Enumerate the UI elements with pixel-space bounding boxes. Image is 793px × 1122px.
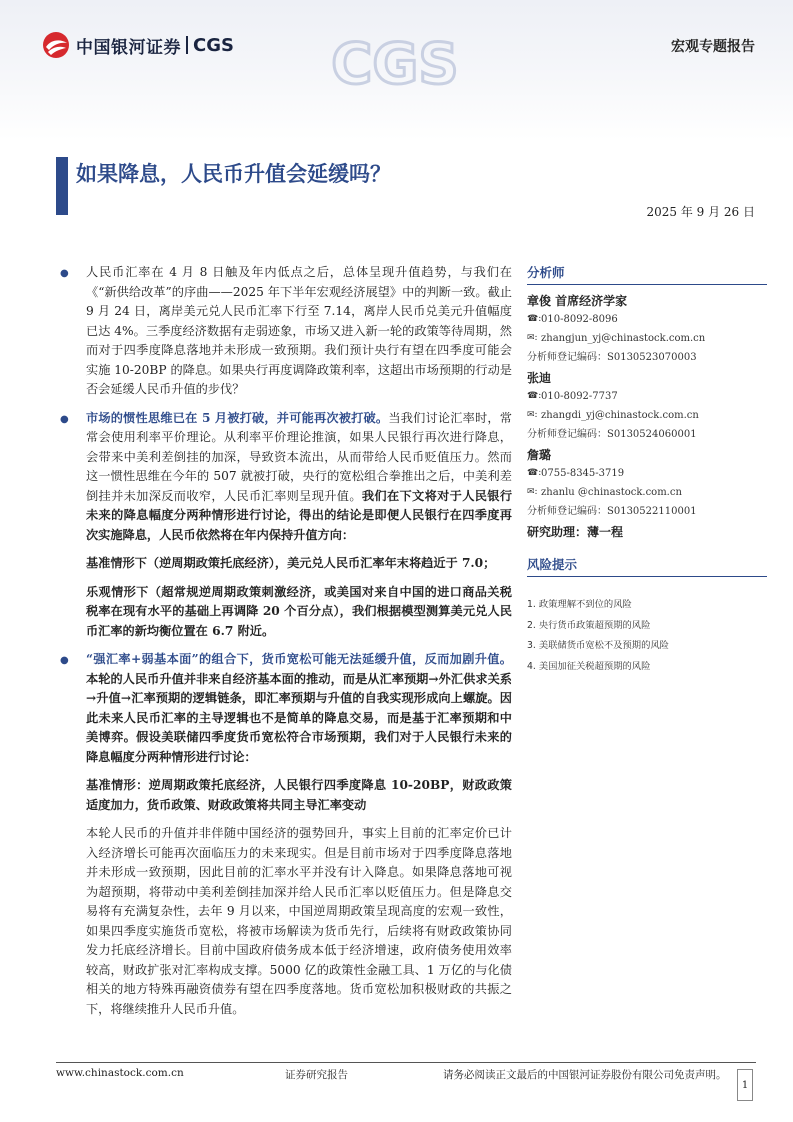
analyst-email[interactable]: ✉: zhangjun_yj@chinastock.com.cn — [527, 329, 767, 348]
footer-website[interactable]: www.chinastock.com.cn — [56, 1067, 184, 1079]
page-number: 1 — [737, 1069, 753, 1101]
analyst-section-title: 分析师 — [527, 263, 767, 285]
risk-section-title: 风险提示 — [527, 555, 767, 577]
risk-item: 1. 政策理解不到位的风险 — [527, 599, 632, 610]
analyst-reg: 分析师登记编码：S0130524060001 — [527, 429, 697, 440]
report-date: 2025 年 9 月 26 日 — [646, 205, 755, 219]
svg-text:CGS: CGS — [331, 32, 459, 97]
analyst-phone: ☎: 010-8092-7737 — [527, 387, 767, 406]
logo-separator — [186, 36, 188, 54]
risk-item: 4. 美国加征关税超预期的风险 — [527, 660, 651, 672]
analyst-reg: 分析师登记编码：S0130523070003 — [527, 352, 697, 363]
paragraph-2-heading: 市场的惯性思维已在 5 月被打破，并可能再次被打破。 — [86, 410, 389, 425]
risk-item: 3. 美联储货币宽松不及预期的风险 — [527, 640, 669, 651]
footer-disclaimer: 请务必阅读正文最后的中国银河证券股份有限公司免责声明。 — [443, 1069, 727, 1081]
bullet-icon: ● — [60, 413, 69, 425]
paragraph-4: 本轮人民币的升值并非伴随中国经济的强势回升，事实上目前的汇率定价已计入经济增长可能再次面临压力的未来现实。但是目前市场对于四季度降息落地并未形成一致预期，因此目前的汇率水平并没有计入降息。如果降息落地可视为超预期，将带动中美利差倒挂加深并给人民币汇率以贬值压力。但是降息交易将有充满复杂性，去年 9 月以来，中国逆周期政策呈现高度的宏观一致性，如果四季度实施货币宽松，将被市场解读为货币先行，后续将有财政政策协同发力托底经济增长。目前中国政府债务成本低于经济增速，政府债务使用效率较高，财政扩张对汇率构成支撑。5000 亿的政策性金融工具、1 万亿的与化债相关的地方特殊再融资债券有望在四季度落地。货币宽松加积极财政的共振之下，将继续推升人民币升值。 — [86, 826, 512, 1016]
email-icon: ✉: — [527, 487, 538, 497]
bullet-icon: ● — [60, 655, 69, 666]
paragraph-3: ● “强汇率+弱基本面”的组合下，货币宽松可能无法延缓升值，反而加剧升值。本轮的人民币升值并非来自经济基本面的推动，而是从汇率预期→外汇供求关系→升值→汇率预期的逻辑链条，即汇率预期与升值的自我实现形成向上螺旋。因此未来人民币汇率的主导逻辑也不是简单的降息交易，而是基于汇率预期和中美博弈。假设美联储四季度货币宽松符合市场预期，我们对于人民银行未来的降息幅度分两种情形进行讨论： — [60, 652, 512, 764]
risk-item: 2. 央行货币政策超预期的风险 — [527, 619, 651, 631]
main-content — [56, 263, 512, 1019]
analyst-phone: ☎: 010-8092-8096 — [527, 310, 767, 329]
analyst-reg: 分析师登记编码：S0130522110001 — [527, 506, 697, 517]
baseline-scenario: 基准情形下（逆周期政策托底经济），美元兑人民币汇率年末将趋近于 7.0； — [86, 556, 496, 570]
footer-divider — [56, 1062, 756, 1063]
analyst-email[interactable]: ✉: zhanlu @chinastock.com.cn — [527, 483, 767, 502]
logo-cn-text: 中国银河证券 — [76, 37, 181, 58]
analyst-name: 章俊 首席经济学家 — [527, 294, 628, 308]
paragraph-3-heading: “强汇率+弱基本面”的组合下，货币宽松可能无法延缓升值，反而加剧升值。 — [86, 652, 512, 666]
galaxy-logo-icon — [42, 31, 70, 59]
phone-icon: ☎: — [527, 468, 542, 478]
title-accent-bar — [56, 157, 68, 215]
email-icon: ✉: — [527, 410, 538, 420]
analyst-name: 詹璐 — [527, 448, 552, 462]
sidebar — [527, 263, 767, 677]
report-title: 如果降息，人民币升值会延缓吗？ — [76, 162, 391, 186]
report-type: 宏观专题报告 — [671, 39, 755, 55]
email-icon: ✉: — [527, 333, 538, 343]
paragraph-1: ● 人民币汇率在 4 月 8 日触及年内低点之后，总体呈现升值趋势，与我们在《“新供给改革”的序曲——2025 年下半年宏观经济展望》中的判断一致。截止 9 月 24 日，离岸美元兑人民币汇率下行至 7.14，离岸人民币兑美元升值幅度已达 4%。三季度经济数据有走弱迹象，市场又进入新一轮的政策等待周期，然而对于四季度降息落地并未形成一致预期。我们预计央行有望在四季度可能会实施 10-20BP 的降息。如果央行再度调降政策利率，这超出市场预期的行动是否会延缓人民币升值的步伐？ — [60, 265, 512, 396]
cgs-watermark-icon — [331, 5, 459, 105]
phone-icon: ☎: — [527, 391, 542, 401]
company-logo[interactable] — [42, 31, 234, 59]
baseline-scenario-2: 基准情形：逆周期政策托底经济，人民银行四季度降息 10-20BP，财政政策适度加力，货币政策、财政政策将共同主导汇率变动 — [86, 778, 512, 812]
research-assistant: 研究助理：薄一程 — [527, 525, 624, 539]
logo-en-text: CGS — [193, 34, 234, 56]
phone-icon: ☎: — [527, 314, 542, 324]
footer-label: 证券研究报告 — [285, 1069, 348, 1081]
optimistic-scenario: 乐观情形下（超常规逆周期政策刺激经济，或美国对来自中国的进口商品关税税率在现有水平的基础上再调降 20 个百分点），我们根据模型测算美元兑人民币汇率的新均衡位置在 6.7 附近。 — [86, 584, 512, 638]
analyst-name: 张迪 — [527, 371, 552, 385]
analyst-email[interactable]: ✉: zhangdi_yj@chinastock.com.cn — [527, 406, 767, 425]
analyst-phone: ☎: 0755-8345-3719 — [527, 464, 767, 483]
bullet-icon: ● — [60, 268, 69, 279]
risk-list — [527, 595, 767, 677]
paragraph-2: ● 市场的惯性思维已在 5 月被打破，并可能再次被打破。当我们讨论汇率时，常常会使用利率平价理论。从利率平价理论推演，如果人民银行再次进行降息，会带来中美利差倒挂的加深，导致资本流出，从而带给人民币贬值压力。然而这一惯性思维在今年的 507 就被打破，央行的宽松组合拳推出之后，中美利差倒挂并未加深反而收窄，人民币汇率则呈现升值。我们在下文将对于人民银行未来的降息幅度分两种情形进行讨论，得出的结论是即便人民银行在四季度再次实施降息，人民币依然将在年内保持升值方向： — [60, 410, 512, 542]
